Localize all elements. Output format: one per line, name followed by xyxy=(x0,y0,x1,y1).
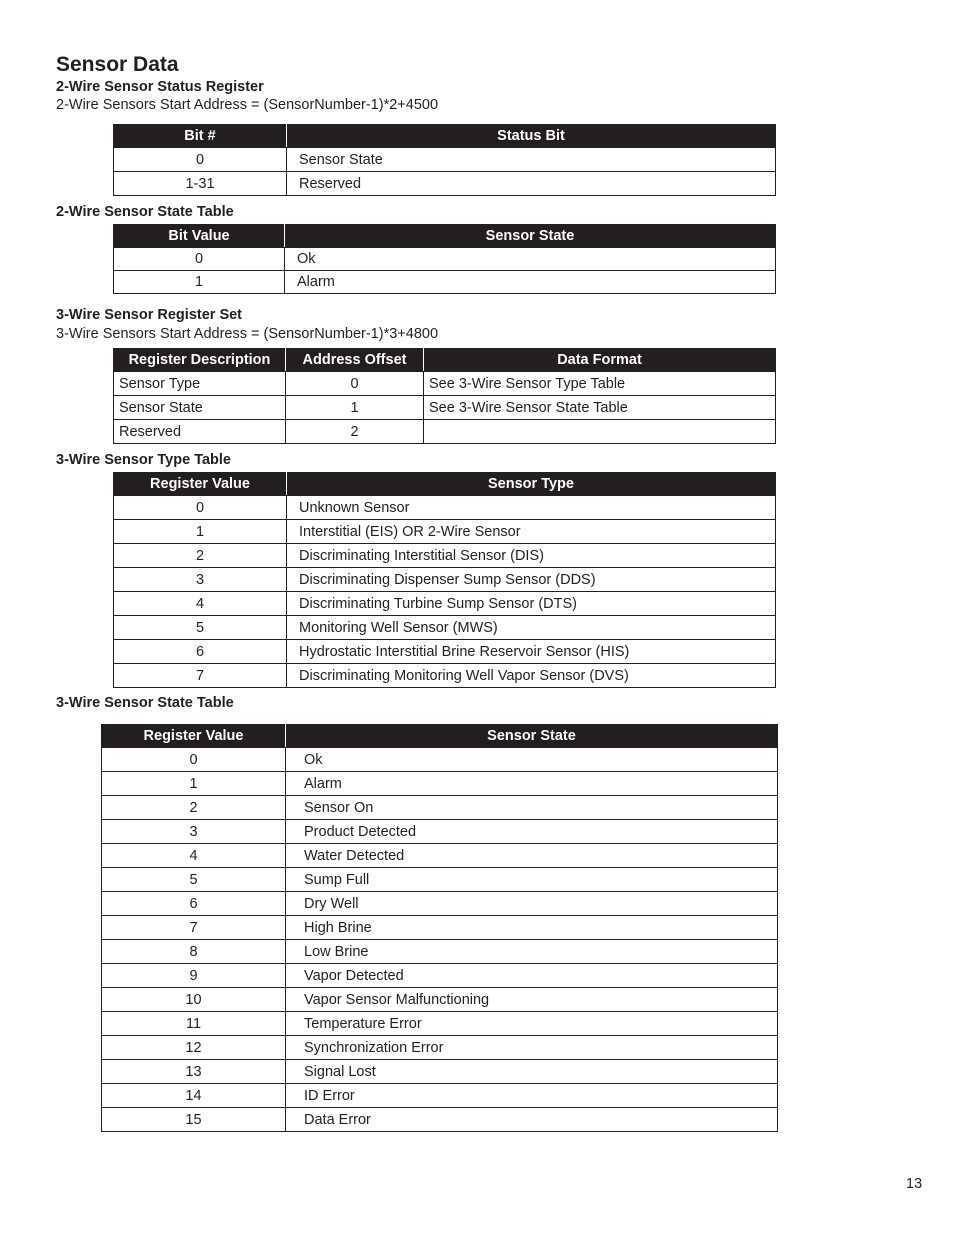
table-cell: Alarm xyxy=(285,271,776,294)
section-heading-2wire-status: 2-Wire Sensor Status Register xyxy=(56,79,264,95)
table-cell: 6 xyxy=(114,640,287,664)
table-row xyxy=(102,844,778,868)
page-title: Sensor Data xyxy=(56,53,179,76)
table-row xyxy=(114,172,776,196)
table-cell: Unknown Sensor xyxy=(287,496,776,520)
column-header: Register Description xyxy=(114,349,286,372)
table-cell: 0 xyxy=(114,248,285,271)
table-cell: 4 xyxy=(102,844,286,868)
table-cell: 1 xyxy=(114,520,287,544)
table-2wire-status xyxy=(113,124,776,196)
table-cell: 13 xyxy=(102,1060,286,1084)
table-cell: Hydrostatic Interstitial Brine Reservoir Sensor (HIS) xyxy=(287,640,776,664)
table-cell: Sensor Type xyxy=(114,372,286,396)
table-row xyxy=(102,1012,778,1036)
table-row xyxy=(114,568,776,592)
table-cell: See 3-Wire Sensor State Table xyxy=(424,396,776,420)
table-cell: Sensor State xyxy=(287,148,776,172)
column-header: Register Value xyxy=(102,725,286,748)
table-cell: 0 xyxy=(102,748,286,772)
table-cell: Alarm xyxy=(286,772,778,796)
table-row xyxy=(102,892,778,916)
table-cell: 10 xyxy=(102,988,286,1012)
table-cell: High Brine xyxy=(286,916,778,940)
table-cell: 2 xyxy=(102,796,286,820)
table-cell: 4 xyxy=(114,592,287,616)
table-row xyxy=(114,248,776,271)
column-header: Address Offset xyxy=(286,349,424,372)
table-cell: Sump Full xyxy=(286,868,778,892)
table-cell: 3 xyxy=(114,568,287,592)
table-row xyxy=(102,1060,778,1084)
section-heading-2wire-state: 2-Wire Sensor State Table xyxy=(56,204,234,220)
table-cell: 1 xyxy=(114,271,285,294)
table-cell: Low Brine xyxy=(286,940,778,964)
column-header: Data Format xyxy=(424,349,776,372)
table-cell: 8 xyxy=(102,940,286,964)
table-cell: Monitoring Well Sensor (MWS) xyxy=(287,616,776,640)
column-header: Sensor State xyxy=(286,725,778,748)
table-3wire-state xyxy=(101,724,778,1132)
column-header: Sensor State xyxy=(285,225,776,248)
table-row xyxy=(114,420,776,444)
table-row xyxy=(114,396,776,420)
table-cell: 14 xyxy=(102,1084,286,1108)
table-cell: 0 xyxy=(114,496,287,520)
table-cell: Reserved xyxy=(287,172,776,196)
table-row xyxy=(102,1036,778,1060)
table-cell: Ok xyxy=(286,748,778,772)
table-cell: Interstitial (EIS) OR 2-Wire Sensor xyxy=(287,520,776,544)
table-3wire-register xyxy=(113,348,776,444)
address-line-3wire: 3-Wire Sensors Start Address = (SensorNumber-1)*3+4800 xyxy=(56,326,439,342)
table-row xyxy=(114,640,776,664)
table-row xyxy=(114,664,776,688)
address-line-2wire: 2-Wire Sensors Start Address = (SensorNumber-1)*2+4500 xyxy=(56,97,439,113)
table-cell: 0 xyxy=(114,148,287,172)
table-cell: Reserved xyxy=(114,420,286,444)
table-cell: Dry Well xyxy=(286,892,778,916)
table-cell: 12 xyxy=(102,1036,286,1060)
table-cell: Discriminating Turbine Sump Sensor (DTS) xyxy=(287,592,776,616)
table-row xyxy=(102,868,778,892)
page-number: 13 xyxy=(906,1176,923,1192)
table-cell: See 3-Wire Sensor Type Table xyxy=(424,372,776,396)
table-cell: 9 xyxy=(102,964,286,988)
table-cell: 15 xyxy=(102,1108,286,1132)
table-cell: Vapor Detected xyxy=(286,964,778,988)
column-header: Register Value xyxy=(114,473,287,496)
table-row xyxy=(114,496,776,520)
table-cell: Sensor State xyxy=(114,396,286,420)
table-cell: Discriminating Interstitial Sensor (DIS) xyxy=(287,544,776,568)
table-row xyxy=(102,940,778,964)
column-header: Bit Value xyxy=(114,225,285,248)
table-row xyxy=(114,544,776,568)
table-2wire-state xyxy=(113,224,776,294)
table-cell: Synchronization Error xyxy=(286,1036,778,1060)
table-cell: 6 xyxy=(102,892,286,916)
table-row xyxy=(102,916,778,940)
table-cell: Discriminating Dispenser Sump Sensor (DDS) xyxy=(287,568,776,592)
table-cell: 7 xyxy=(114,664,287,688)
table-cell: 0 xyxy=(286,372,424,396)
table-row xyxy=(102,988,778,1012)
table-cell: 1 xyxy=(102,772,286,796)
table-row xyxy=(114,148,776,172)
table-row xyxy=(114,271,776,294)
section-heading-3wire-state: 3-Wire Sensor State Table xyxy=(56,695,234,711)
table-row xyxy=(114,372,776,396)
table-cell: Data Error xyxy=(286,1108,778,1132)
table-cell: Temperature Error xyxy=(286,1012,778,1036)
column-header: Bit # xyxy=(114,125,287,148)
table-cell: 7 xyxy=(102,916,286,940)
column-header: Sensor Type xyxy=(287,473,776,496)
table-cell: 1 xyxy=(286,396,424,420)
table-cell: Water Detected xyxy=(286,844,778,868)
table-cell: 5 xyxy=(102,868,286,892)
table-row xyxy=(102,964,778,988)
table-cell: ID Error xyxy=(286,1084,778,1108)
table-cell: 3 xyxy=(102,820,286,844)
table-row xyxy=(102,748,778,772)
table-cell: 5 xyxy=(114,616,287,640)
table-row xyxy=(102,1084,778,1108)
table-row xyxy=(102,772,778,796)
column-header: Status Bit xyxy=(287,125,776,148)
table-row xyxy=(114,520,776,544)
table-cell: 2 xyxy=(114,544,287,568)
table-row xyxy=(102,1108,778,1132)
table-cell: 2 xyxy=(286,420,424,444)
table-row xyxy=(102,796,778,820)
table-cell: 11 xyxy=(102,1012,286,1036)
table-cell xyxy=(424,420,776,444)
section-heading-3wire-register: 3-Wire Sensor Register Set xyxy=(56,307,243,323)
table-cell: Product Detected xyxy=(286,820,778,844)
table-row xyxy=(102,820,778,844)
table-cell: 1-31 xyxy=(114,172,287,196)
table-cell: Discriminating Monitoring Well Vapor Sensor (DVS) xyxy=(287,664,776,688)
table-row xyxy=(114,616,776,640)
section-heading-3wire-type: 3-Wire Sensor Type Table xyxy=(56,452,231,468)
table-cell: Vapor Sensor Malfunctioning xyxy=(286,988,778,1012)
table-cell: Sensor On xyxy=(286,796,778,820)
table-row xyxy=(114,592,776,616)
table-3wire-type xyxy=(113,472,776,688)
table-cell: Ok xyxy=(285,248,776,271)
table-cell: Signal Lost xyxy=(286,1060,778,1084)
